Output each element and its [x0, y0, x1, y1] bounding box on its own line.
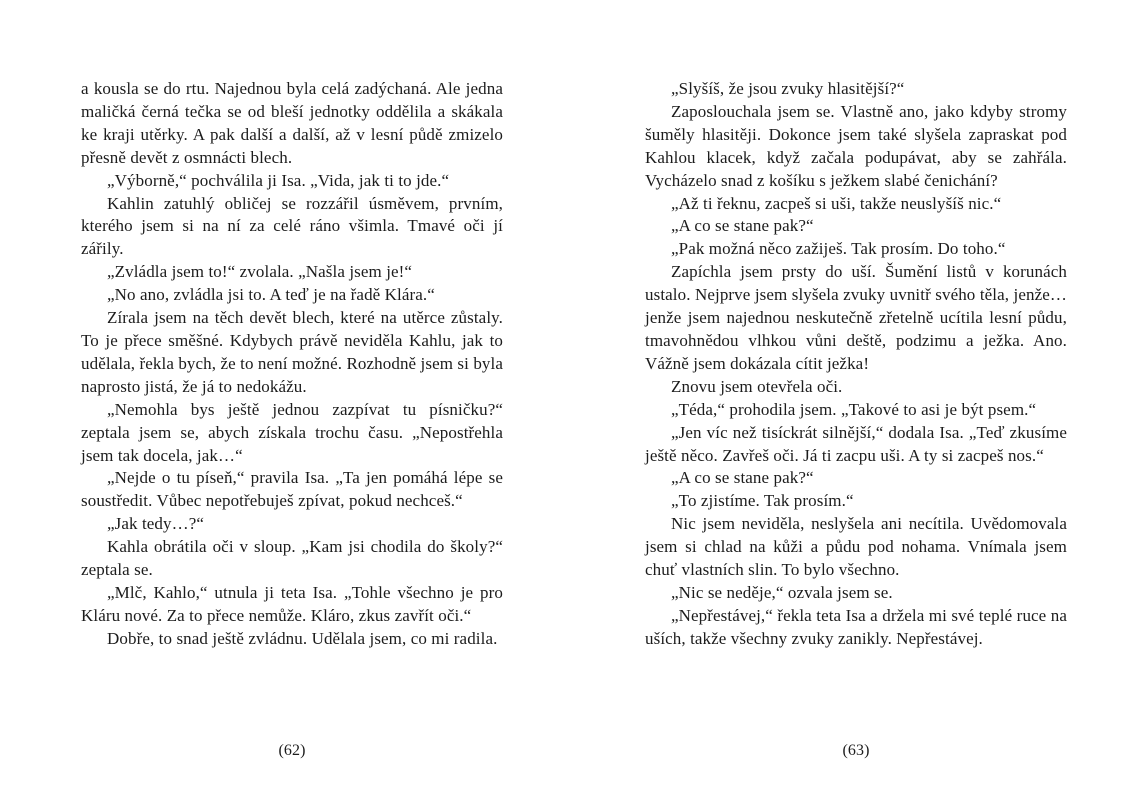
paragraph: „Slyšíš, že jsou zvuky hlasitější?“: [671, 79, 905, 98]
paragraph: „A co se stane pak?“: [671, 468, 814, 488]
paragraph: „Zvládla jsem to!“ zvolala. „Našla jsem je!“: [107, 262, 413, 282]
paragraph: Dobře, to snad ještě zvládnu. Udělala jsem, co mi radila.: [107, 628, 498, 648]
paragraph: „Nepřestávej,“ řekla teta Isa a držela mi své teplé ruce na uších, takže všechny zvuky zanikly. Nepřestávej.: [645, 605, 1067, 648]
paragraph: Znovu jsem otevřela oči.: [671, 376, 843, 396]
paragraph: „No ano, zvládla jsi to. A teď je na řadě Klára.“: [107, 285, 435, 305]
page-number-right: (63): [842, 742, 870, 759]
paragraph: Zaposlouchala jsem se. Vlastně ano, jako kdyby stromy šuměly hlasitěji. Dokonce jsem také slyšela zapraskat pod Kahlou klacek, když začala podupávat, aby se zahřála. Vycházelo snad z košíku s ježkem slabé čenichání?: [645, 101, 1067, 190]
paragraph: „Pak možná něco zažiješ. Tak prosím. Do toho.“: [671, 239, 1006, 259]
page-left: [81, 78, 503, 800]
paragraph: „Nejde o tu píseň,“ pravila Isa. „Ta jen pomáhá lépe se soustředit. Vůbec nepotřebuješ zpívat, pokud nechceš.“: [81, 468, 503, 511]
paragraph: „A co se stane pak?“: [671, 216, 814, 236]
paragraph: „Až ti řeknu, zacpeš si uši, takže neuslyšíš nic.“: [671, 193, 1002, 213]
paragraph: „To zjistíme. Tak prosím.“: [671, 491, 854, 511]
page-number-left: (62): [278, 742, 306, 759]
paragraph: „Jak tedy…?“: [107, 514, 205, 534]
paragraph: Kahlin zatuhlý obličej se rozzářil úsměvem, prvním, kterého jsem si na ní za celé ráno všimla. Tmavé oči jí zářily.: [81, 193, 503, 259]
paragraph: Nic jsem neviděla, neslyšela ani necítila. Uvědomovala jsem si chlad na kůži a půdu pod nohama. Vnímala jsem chuť vlastních slin. To bylo všechno.: [645, 514, 1067, 580]
paragraph: „Jen víc než tisíckrát silnější,“ dodala Isa. „Teď zkusíme ještě něco. Zavřeš oči. Já ti zacpu uši. A ty si zacpeš nos.“: [645, 422, 1067, 465]
paragraph: Kahla obrátila oči v sloup. „Kam jsi chodila do školy?“ zeptala se.: [81, 537, 503, 580]
paragraph: Zapíchla jsem prsty do uší. Šumění listů v korunách ustalo. Nejprve jsem slyšela zvuky uvnitř svého těla, jenže… jenže jsem najednou neskutečně zřetelně ucítila lesní půdu, tmavohnědou vlhkou vůni deště, podzimu a ježka. Ano. Vážně jsem dokázala cítit ježka!: [645, 262, 1067, 373]
page-right: [645, 78, 1067, 800]
paragraph: „Téda,“ prohodila jsem. „Takové to asi je být psem.“: [671, 399, 1037, 419]
paragraph: „Výborně,“ pochválila ji Isa. „Vida, jak ti to jde.“: [107, 170, 450, 190]
paragraph: „Nic se neděje,“ ozvala jsem se.: [671, 582, 893, 602]
paragraph: Zírala jsem na těch devět blech, které na utěrce zůstaly. To je přece směšné. Kdybych právě neviděla Kahlu, jak to udělala, řekla bych, že to není možné. Rozhodně jsem si byla naprosto jistá, že já to nedokážu.: [81, 308, 503, 396]
paragraph: a kousla se do rtu. Najednou byla celá zadýchaná. Ale jedna maličká černá tečka se od bleší jednotky oddělila a skákala ke kraji utěrky. A pak další a další, až v lesní půdě zmizelo přesně devět z osmnácti blech.: [81, 79, 503, 167]
paragraph: „Nemohla bys ještě jednou zazpívat tu písničku?“ zeptala jsem se, abych získala trochu času. „Nepostřehla jsem tak docela, jak…“: [81, 399, 503, 465]
paragraph: „Mlč, Kahlo,“ utnula ji teta Isa. „Tohle všechno je pro Kláru nové. Za to přece nemůže. Kláro, zkus zavřít oči.“: [81, 582, 503, 625]
